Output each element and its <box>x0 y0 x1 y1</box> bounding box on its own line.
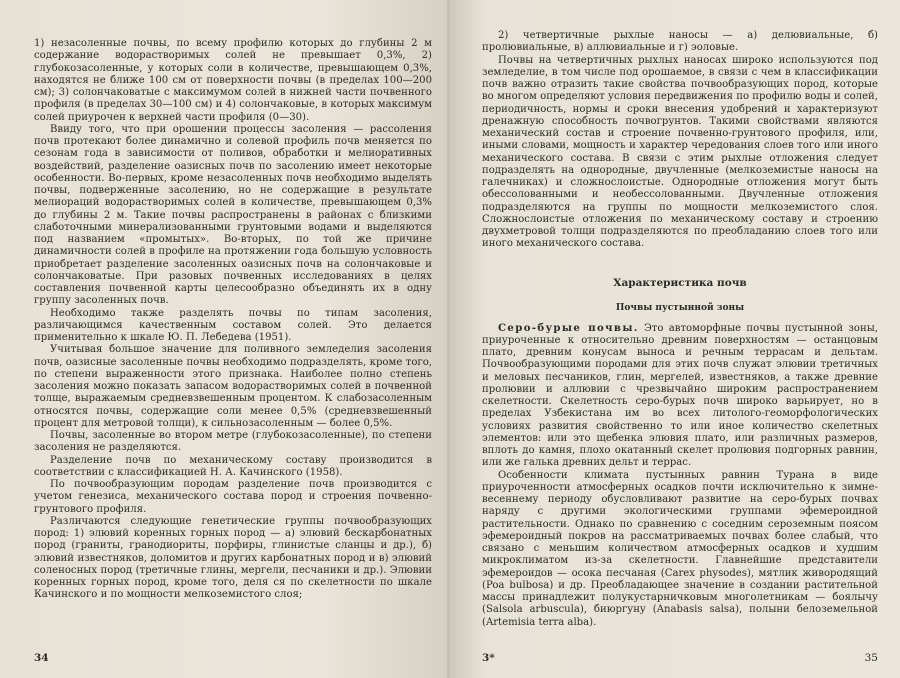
paragraph: 1) незасоленные почвы, по всему профилю которых до глубины 2 м содержание водорастворимых солей не превышает 0,3%, 2) глубокозасоленные, у которых соли в количестве, превышающем 0,3%, находятся не ближе 100 см от поверхности почвы (в пределах 100—200 см); 3) солончаковатые с максимумом солей в нижней части почвенного профиля (в пределах 30—100 см) и 4) солончаковые, в которых максимум солей приурочен к верхней части профиля (0—30). <box>34 38 432 123</box>
paragraph: Почвы, засоленные во втором метре (глубокозасоленные), по степени засоления не разделяются. <box>34 430 432 454</box>
page-number: 35 <box>864 652 878 664</box>
signature-mark: 3* <box>482 652 495 664</box>
paragraph: Разделение почв по механическому составу производится в соответствии с классификацией Н. А. Качинского (1958). <box>34 454 432 478</box>
paragraph-text: Это автоморфные почвы пустынной зоны, приуроченные к относительно древним поверхностям — останцовым плато, древним конусам выноса и речным террасам и дельтам. Почвообразующими породами для этих почв служат элювии третичных и меловых песчаников, глин, мергелей, известняков, а также древние пролювии и аллювии с чрезвычайно широким распространением скелетности. Скелетность серо-бурых почв широко варьирует, но в пределах Узбекистана им во всех литолого-геоморфологических условиях развития свойственно то или иное количество скелетных элементов: или это щебенка элювия плато, или различных размеров, вплоть до камня, плохо окатанный скелет пролювия подгорных равнин, или же галька древних дельт и террас. <box>482 322 878 469</box>
section-heading: Характеристика почв <box>613 276 747 289</box>
paragraph: Необходимо также разделять почвы по типам засоления, различающимся качественным составом солей. Это делается применительно к шкале Ю. П. Лебедева (1951). <box>34 307 432 343</box>
paragraph: Особенности климата пустынных равнин Турана в виде приуроченности атмосферных осадков почти исключительно к зимне-весеннему периоду обусловливают развитие на серо-бурых почвах наряду с другими экологическими группами эфемероидной растительности. Однако по сравнению с соседним сероземным поясом эфемероидный покров на рассматриваемых почвах более слабый, что связано с меньшим количеством атмосферных осадков и худшим микроклиматом из-за скелетности. Главнейшие представители эфемероидов — осока песчаная (Carex physodes), мятлик живородящий (Poa bulbosa) и др. Преобладающее значение в создании растительной массы принадлежит полукустарничковым многолетникам — боялычу (Salsola arbuscula), биюргуну (Anabasis salsa), полыни белоземельной (Artemisia terra alba). <box>482 469 878 628</box>
page-number: 34 <box>34 652 49 664</box>
paragraph: 2) четвертичные рыхлые наносы — а) делювиальные, б) пролювиальные, в) аллювиальные и г) эоловые. <box>482 30 878 54</box>
paragraph: По почвообразующим породам разделение почв производится с учетом генезиса, механического состава пород и строения почвенно-грунтового профиля. <box>34 479 432 515</box>
right-page <box>450 0 900 678</box>
paragraph: Почвы на четвертичных рыхлых наносах широко используются под земледелие, в том числе под орошаемое, в связи с чем в классификации почв важно отразить такие свойства почвообразующих пород, которые во многом определяют условия передвижения по профилю воды и солей, периодичность, нормы и сроки внесения удобрений и характеризуют дренажную способность почвогрунтов. Такими свойствами являются механический состав и строение почвенно-грунтового профиля, или, иными словами, мощность и характер чередования слоев того или иного механического состава. В связи с этим рыхлые отложения следует подразделять на однородные, двучленные (мелкоземистые наносы на галечниках) и сложнослоистые. Однородные отложения могут быть обессолованными и необессолованными. Двучленные отложения подразделяются на группы по мощности мелкоземистого слоя. Сложнослоистые отложения по механическому составу и строению двухметровой толщи подразделяются по преобладанию слоев того или иного механического состава. <box>482 54 878 250</box>
term-highlight: Серо-бурые почвы. <box>498 322 639 334</box>
paragraph: Ввиду того, что при орошении процессы засоления — рассоления почв протекают более динамично и солевой профиль почв меняется по сезонам года в зависимости от поливов, обработки и мелиоративных воздействий, разделение оазисных почв по засолению имеет некоторые особенности. Во-первых, кроме незасоленных почв необходимо выделять почвы, подверженные засолению, но не содержащие в результате мелиораций водорастворимых солей в количестве, превышающем 0,3% до глубины 2 м. Такие почвы распространены в районах с близкими слаботочными минерализованными грунтовыми водами и выделяются под названием «промытых». Во-вторых, по той же причине динамичности солей в профиле на протяжении года большую условность приобретает разделение засоленных оазисных почв на солончаковые и солончаковатые. При разовых почвенных исследованиях в целях составления почвенной карты целесообразно объединять их в одну группу засоленных почв. <box>34 123 432 307</box>
section-subheading: Почвы пустынной зоны <box>615 302 745 313</box>
paragraph: Учитывая большое значение для поливного земледелия засоления почв, оазисные засоленные почвы необходимо подразделять, кроме того, по степени выраженности этого признака. Наиболее полно степень засоления можно показать запасом водорастворимых солей в почвенной толще, выражаемым средневзвешенным процентом. К слабозасоленным относятся почвы, содержащие соли менее 0,5% (средневзвешенный процент для метровой толщи), к сильнозасоленным — более 0,5%. <box>34 344 432 429</box>
paragraph: Различаются следующие генетические группы почвообразующих пород: 1) элювий коренных горных пород — а) элювий бескарбонатных пород (граниты, гранодиориты, порфиры, глинистые сланцы и др.), б) элювий известняков, доломитов и других карбонатных пород и в) элювий соленосных пород (третичные глины, мергели, песчаники и др.). Элювии коренных горных пород, кроме того, деля ся по скелетности по шкале Качинского и по мощности мелкоземистого слоя; <box>34 515 432 601</box>
paragraph <box>482 323 878 470</box>
